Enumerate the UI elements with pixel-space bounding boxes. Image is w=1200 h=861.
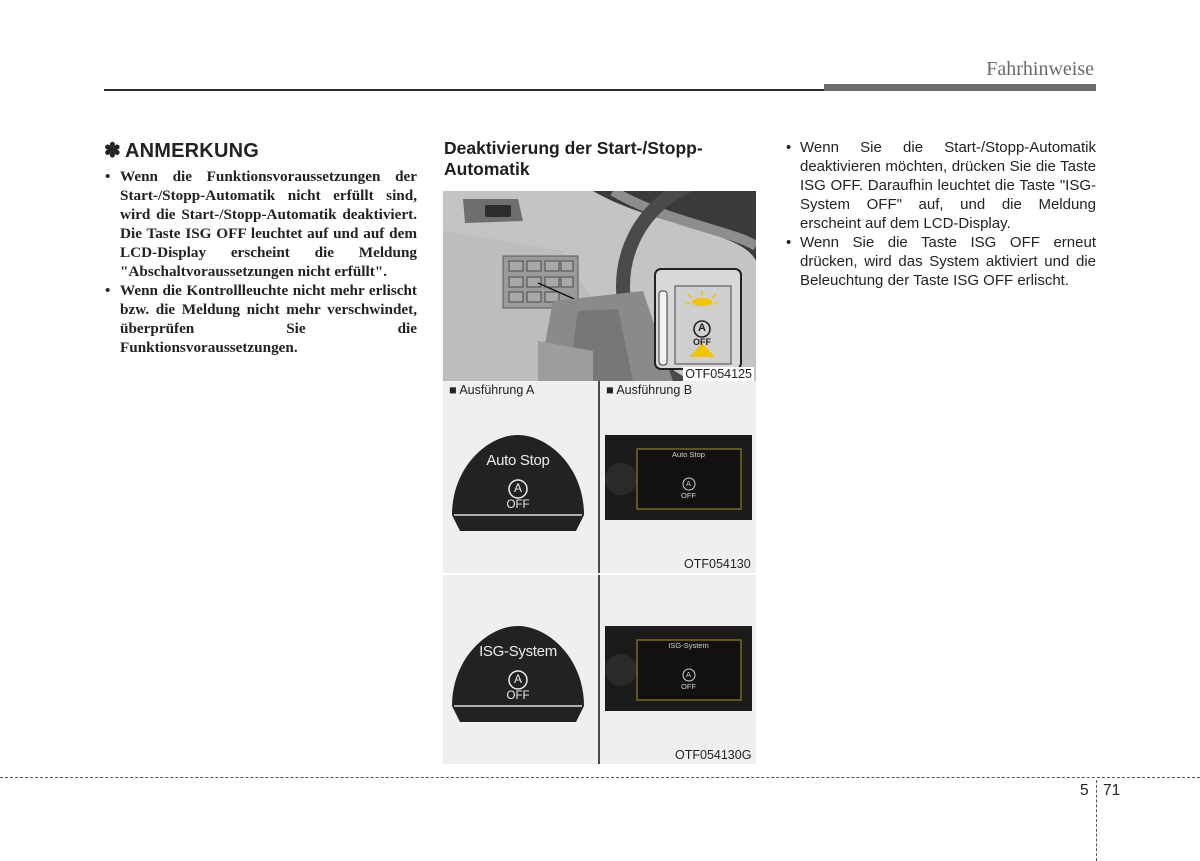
cluster-gauge-shape <box>448 427 588 532</box>
instructions <box>784 138 1096 290</box>
header-bar <box>824 84 1096 91</box>
section-title: Deaktivierung der Start-/Stopp-Automatik <box>444 138 703 179</box>
footer-divider <box>1096 780 1097 861</box>
cluster-off-text: OFF <box>506 690 530 702</box>
lcd-message: Auto Stop <box>672 450 705 459</box>
cluster-letter: A <box>513 672 522 686</box>
lcd-frame <box>605 435 752 520</box>
instruction-item: • Wenn Sie die Taste ISG OFF erneut drücken, wird das System aktiviert und die Beleuchtung der Taste ISG OFF erlischt. <box>784 233 1096 290</box>
label-version-a: ■ Ausführung A <box>449 383 535 397</box>
cluster-off-text: OFF <box>506 499 530 511</box>
photo-code: OTF054125 <box>685 367 752 381</box>
dashboard-photo <box>443 191 756 381</box>
cluster-display-auto-stop <box>448 427 588 532</box>
cluster-message: ISG-System <box>479 643 557 660</box>
lcd-display-isg-system <box>605 626 752 711</box>
isg-button-off: OFF <box>693 337 711 347</box>
note-heading <box>104 138 417 163</box>
lcd-letter: A <box>685 479 691 488</box>
lcd-off-text: OFF <box>681 491 696 500</box>
cluster-message: Auto Stop <box>486 452 550 469</box>
label-version-b: ■ Ausführung B <box>606 383 693 397</box>
page-number: 71 <box>1103 782 1121 799</box>
figure-code: OTF054130 <box>684 557 751 571</box>
note-list <box>104 167 417 357</box>
chapter-number: 5 <box>1080 782 1089 799</box>
note-item: • Wenn die Kontrollleuchte nicht mehr erlischt bzw. die Meldung nicht mehr verschwindet, überprüfen Sie die Funktionsvoraussetzungen. <box>104 281 417 357</box>
note-item: • Wenn die Funktionsvoraussetzungen der Start-/Stopp-Automatik nicht erfüllt sind, wird die Start-/Stopp-Automatik deaktiviert. Die Taste ISG OFF leuchtet auf und auf dem LCD-Display erscheint die Meldung "Abschaltvoraussetzungen nicht erfüllt". <box>104 167 417 281</box>
cluster-gauge-shape <box>448 618 588 723</box>
page-header-title: Fahrhinweise <box>986 58 1094 80</box>
lcd-frame <box>605 626 752 711</box>
instruction-item: • Wenn Sie die Start-/Stopp-Automatik deaktivieren möchten, drücken Sie die Taste ISG OFF. Daraufhin leuchtet die Taste "ISG-System OFF" auf, und die Meldung erscheint auf dem LCD-Display. <box>784 138 1096 233</box>
lcd-off-text: OFF <box>681 682 696 691</box>
note-box <box>104 138 417 357</box>
lcd-display-auto-stop <box>605 435 752 520</box>
instruction-list <box>784 138 1096 290</box>
cluster-display-isg-system <box>448 618 588 723</box>
note-heading-text: ANMERKUNG <box>124 140 259 162</box>
isg-button-letter: A <box>698 322 706 334</box>
lcd-message: ISG-System <box>668 641 709 650</box>
lcd-letter: A <box>685 670 691 679</box>
figure-code: OTF054130G <box>675 748 752 762</box>
figure-divider-horizontal <box>443 573 756 575</box>
note-star-icon: ✽ <box>104 140 121 162</box>
display-figure <box>443 381 756 764</box>
dashboard-illustration <box>443 191 756 381</box>
footer-rule <box>0 777 1200 778</box>
cluster-letter: A <box>513 481 522 495</box>
header-rule <box>104 89 824 91</box>
